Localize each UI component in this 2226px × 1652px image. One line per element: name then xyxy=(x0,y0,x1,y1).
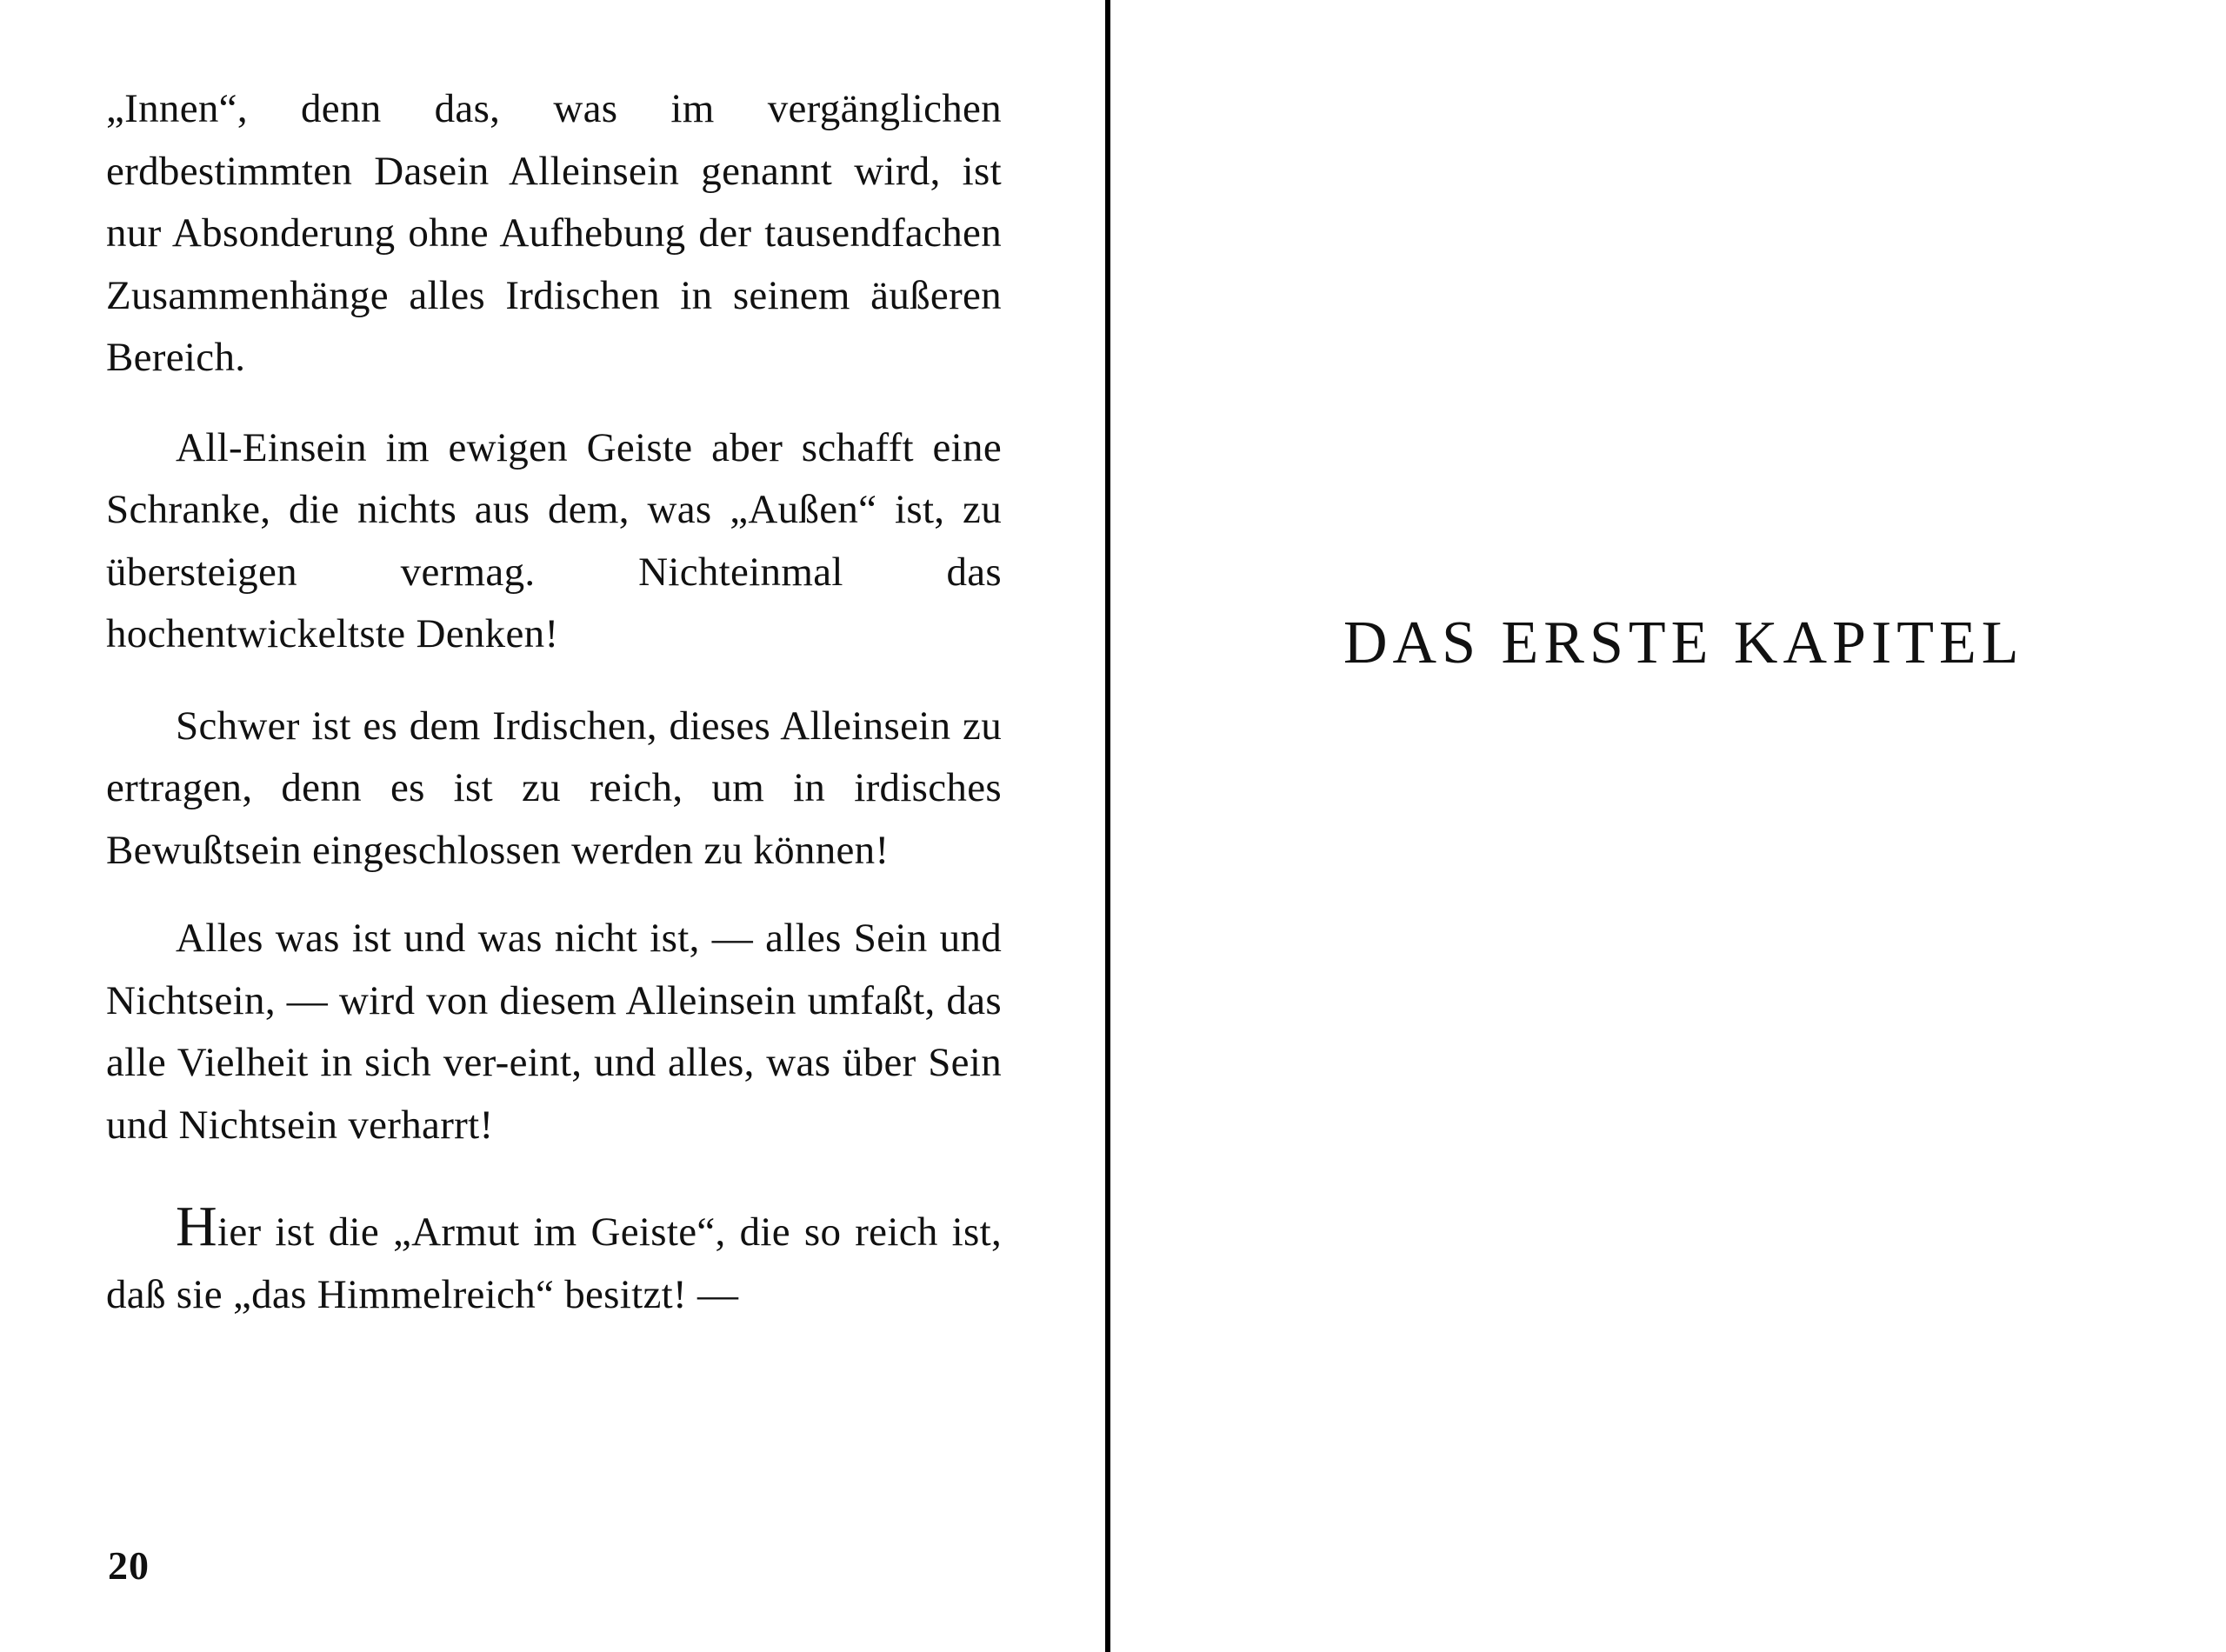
book-gutter-line xyxy=(1105,0,1110,1652)
left-page-text xyxy=(106,78,1002,1326)
drop-cap-letter: H xyxy=(176,1195,217,1258)
paragraph-5-text: ier ist die „Armut im Geiste“, die so reich ist, daß sie „das Himmelreich“ besitzt! — xyxy=(106,1209,1002,1317)
page-number: 20 xyxy=(108,1543,150,1588)
paragraph-5 xyxy=(106,1195,1002,1326)
paragraph-3: Schwer ist es dem Irdischen, dieses Alleinsein zu ertragen, denn es ist zu reich, um in irdisches Bewußtsein eingeschlossen werden zu können! xyxy=(106,703,1002,873)
chapter-title: DAS ERSTE KAPITEL xyxy=(1343,610,2024,676)
paragraph-2: All-Einsein im ewigen Geiste aber schafft eine Schranke, die nichts aus dem, was „Außen“ ist, zu übersteigen vermag. Nichteinmal das hochentwickeltste Denken! xyxy=(106,424,1002,656)
paragraph-1: „Innen“, denn das, was im vergänglichen erdbestimmten Dasein Alleinsein genannt wird, ist nur Absonderung ohne Aufhebung der tausendfachen Zusammenhänge alles Irdischen in seinem äußeren Bereich. xyxy=(106,86,1002,380)
paragraph-4: Alles was ist und was nicht ist, — alles Sein und Nichtsein, — wird von diesem Alleinsein umfaßt, das alle Vielheit in sich ver-eint, und alles, was über Sein und Nichtsein verharrt! xyxy=(106,916,1002,1148)
